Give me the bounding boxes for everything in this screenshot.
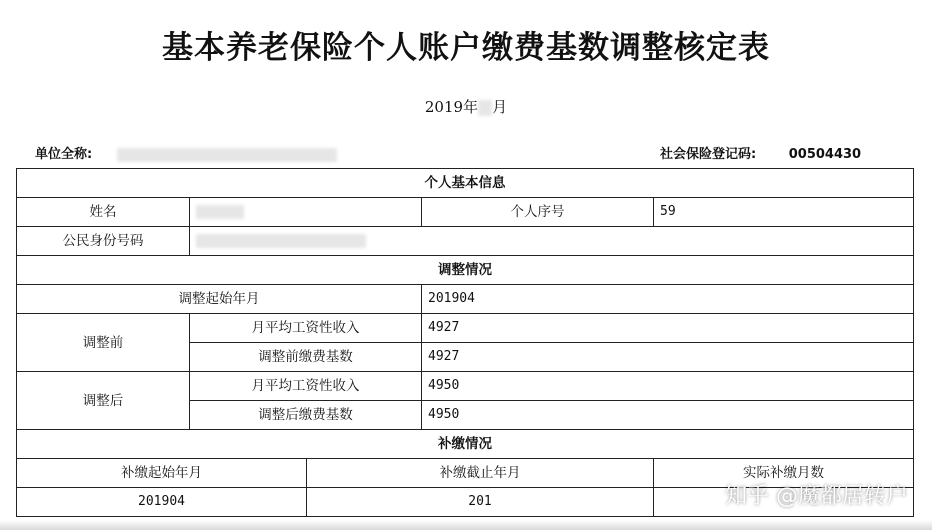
table-row — [17, 198, 914, 227]
before-income-value: 4927 — [422, 314, 914, 343]
redacted-unit-name — [117, 148, 337, 162]
table-row — [17, 314, 914, 343]
before-base-value: 4927 — [422, 343, 914, 372]
adjust-start-label: 调整起始年月 — [17, 285, 422, 314]
unit-name-label: 单位全称: — [35, 147, 93, 162]
before-adjust-label: 调整前 — [17, 314, 190, 372]
section-basic-info: 个人基本信息 — [17, 169, 914, 198]
adjust-start-value: 201904 — [422, 285, 914, 314]
section-row-adjust — [17, 256, 914, 285]
table-row — [17, 372, 914, 401]
registration-code-row — [660, 143, 861, 162]
supplement-start-label: 补缴起始年月 — [17, 459, 307, 488]
watermark: 知乎 @魔都居转户 — [725, 484, 908, 509]
id-number-label: 公民身份号码 — [17, 227, 190, 256]
bottom-edge-shadow — [0, 520, 932, 530]
table-row — [17, 227, 914, 256]
redacted-id-number — [196, 234, 366, 248]
section-row-supplement — [17, 430, 914, 459]
before-base-label: 调整前缴费基数 — [190, 343, 422, 372]
seq-value: 59 — [654, 198, 914, 227]
supplement-start-value: 201904 — [17, 488, 307, 517]
table-row — [17, 285, 914, 314]
redacted-name — [196, 205, 244, 219]
section-adjustment: 调整情况 — [17, 256, 914, 285]
document-title: 基本养老保险个人账户缴费基数调整核定表 — [162, 30, 770, 66]
date-month-suffix: 月 — [492, 98, 508, 116]
supplement-end-value: 201 — [307, 488, 654, 517]
after-income-value: 4950 — [422, 372, 914, 401]
adjustment-table — [16, 168, 914, 517]
registration-code-value: 00504430 — [788, 147, 862, 162]
section-supplement: 补缴情况 — [17, 430, 914, 459]
seq-label: 个人序号 — [422, 198, 654, 227]
document-date — [0, 96, 932, 117]
registration-code-label: 社会保险登记码: — [660, 147, 757, 162]
after-income-label: 月平均工资性收入 — [190, 372, 422, 401]
supplement-end-label: 补缴截止年月 — [307, 459, 654, 488]
after-base-value: 4950 — [422, 401, 914, 430]
redacted-month — [478, 100, 492, 116]
section-row-basic — [17, 169, 914, 198]
name-value — [190, 198, 422, 227]
supplement-months-label: 实际补缴月数 — [654, 459, 914, 488]
before-income-label: 月平均工资性收入 — [190, 314, 422, 343]
after-base-label: 调整后缴费基数 — [190, 401, 422, 430]
id-number-value — [190, 227, 914, 256]
unit-name-row — [35, 143, 337, 162]
date-year: 2019年 — [424, 98, 479, 116]
name-label: 姓名 — [17, 198, 190, 227]
after-adjust-label: 调整后 — [17, 372, 190, 430]
